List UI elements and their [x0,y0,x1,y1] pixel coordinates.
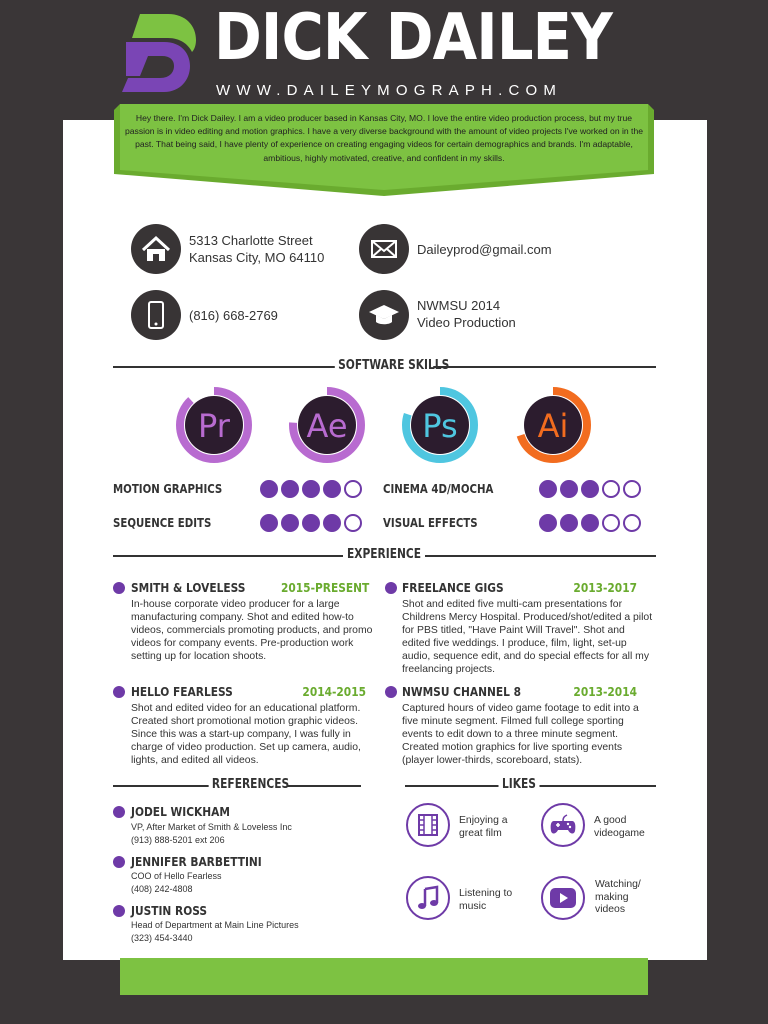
rating-dot [281,514,299,532]
premiere-icon [174,385,254,465]
job-description: Shot and edited video for an educational platform. Created short promotional motion graphic videos. Since this was a start-up company, I was fully in charge of video production. Set up camera, audio, lights, and edited all videos. [131,703,361,766]
reference-role: COO of Hello Fearless [131,871,222,881]
job-description: Captured hours of video game footage to edit into a five minute segment. Filmed full college sporting events to edit down to a three minute segment. Created motion graphics for live sporting events (player lower-thirds, scoreboard, stats). [402,703,639,766]
address [189,233,324,266]
skill-label-sequence-edits: SEQUENCE EDITS [113,516,212,530]
like-label: A good videogame [594,815,645,839]
rating-dot [260,480,278,498]
rating-dot [581,480,599,498]
music-note-icon [406,876,450,920]
address-line1: 5313 Charlotte Street [189,233,313,248]
rating-dot [539,514,557,532]
like-label: Enjoying a great film [459,815,508,839]
reference-phone[interactable]: (323) 454-3440 [131,933,193,943]
rating-dot [344,480,362,498]
job-dates-wrap [537,684,637,699]
gamepad-icon [541,803,585,847]
like-label: Listening to music [459,888,513,912]
software-skills-heading-wrap [324,358,450,373]
job-dates-wrap [266,684,366,699]
references-heading-wrap [200,777,296,792]
rating-dot [623,514,641,532]
app-abbr: Pr [198,407,230,445]
rating-dot [302,480,320,498]
experience-heading-wrap [334,547,434,562]
rating-dot [260,514,278,532]
skill-label-visual-effects: VISUAL EFFECTS [383,516,478,530]
envelope-icon [359,224,409,274]
address-line2: Kansas City, MO 64110 [189,249,325,265]
bullet [385,582,397,594]
bullet [113,856,125,868]
education-line1: NWMSU 2014 [417,298,501,313]
film-icon [406,803,450,847]
green-footer-bar [120,958,648,995]
experience-heading: EXPERIENCE [343,547,425,562]
bullet [385,686,397,698]
rating-dot [560,480,578,498]
rating-dot [323,514,341,532]
youtube-play-icon [541,876,585,920]
job-company: SMITH & LOVELESS [131,580,246,595]
intro-paragraph: Hey there. I'm Dick Dailey. I am a video producer based in Kansas City, MO. I love the entire video production process, but my true passion is in video editing and motion graphics. I have a very diverse background with the amount of video projects I've worked on in the past. That being said, I have plenty of experience on creating engaging videos for certain demographics and brands. I'm adaptable, ambitious, highly motivated, creative, and confident in my skills. [124,113,644,163]
references-heading: REFERENCES [209,777,288,792]
job-company: FREELANCE GIGS [402,580,504,595]
after-effects-icon [287,385,367,465]
reference-role: Head of Department at Main Line Pictures [131,920,299,930]
header-website[interactable]: WWW.DAILEYMOGRAPH.COM [216,82,563,99]
job-description: Shot and edited five multi-cam presentations for Childrens Mercy Hospital. Produced/shot/edited a pilot for PBS titled, "Have Paint Will Travel". Shot and edited five weddings. I produce, film, light, set-up audio, sequence edit, and do special effects for all my freelancing projects. [402,599,653,675]
dd-logo [120,12,196,94]
likes-heading: LIKES [499,777,540,792]
rating-dot [281,480,299,498]
rating-dot [302,514,320,532]
header-name: DICK DAILEY [214,1,612,75]
reference-role: VP, After Market of Smith & Loveless Inc [131,822,292,832]
rating-dot [581,514,599,532]
education-line2: Video Production [417,314,516,330]
skill-rating-cinema4d [539,480,641,498]
reference-name: JENNIFER BARBETTINI [131,854,262,869]
bullet [113,582,125,594]
likes-heading-wrap [494,777,544,792]
skill-rating-sequence-edits [260,514,362,532]
rating-dot [602,480,620,498]
skill-label-cinema4d: CINEMA 4D/MOCHA [383,482,494,496]
job-dates: 2013-2017 [573,580,637,595]
job-dates: 2015-PRESENT [281,580,370,595]
bullet [113,806,125,818]
job-dates-wrap [537,580,637,595]
rating-dot [344,514,362,532]
app-abbr: Ps [422,407,458,445]
skill-label-motion-graphics: MOTION GRAPHICS [113,482,223,496]
photoshop-icon [400,385,480,465]
email[interactable]: Daileyprod@gmail.com [417,242,552,257]
job-dates: 2013-2014 [573,684,637,699]
rating-dot [539,480,557,498]
reference-phone[interactable]: (408) 242-4808 [131,884,193,894]
bullet [113,686,125,698]
job-company: NWMSU CHANNEL 8 [402,684,521,699]
illustrator-icon [513,385,593,465]
software-skills-heading: SOFTWARE SKILLS [335,358,433,373]
graduation-cap-icon [359,290,409,340]
skill-rating-visual-effects [539,514,641,532]
app-abbr: Ae [306,407,348,445]
rating-dot [623,480,641,498]
skill-rating-motion-graphics [260,480,362,498]
job-company: HELLO FEARLESS [131,684,233,699]
phone-icon [131,290,181,340]
rating-dot [560,514,578,532]
rating-dot [602,514,620,532]
job-dates: 2014-2015 [302,684,366,699]
job-dates-wrap [266,580,370,595]
reference-phone[interactable]: (913) 888-5201 ext 206 [131,835,225,845]
app-abbr: Ai [537,407,569,445]
bullet [113,905,125,917]
job-description: In-house corporate video producer for a large manufacturing company. Shot and edited how-to videos, commercials promoting products, and promo videos for company events. Pre-production work setting up for location shoots. [131,599,373,662]
education [417,298,516,331]
house-icon [131,224,181,274]
rating-dot [323,480,341,498]
reference-name: JUSTIN ROSS [131,903,208,918]
phone[interactable]: (816) 668-2769 [189,308,278,323]
like-label: Watching/ making videos [595,879,641,915]
reference-name: JODEL WICKHAM [131,804,230,819]
